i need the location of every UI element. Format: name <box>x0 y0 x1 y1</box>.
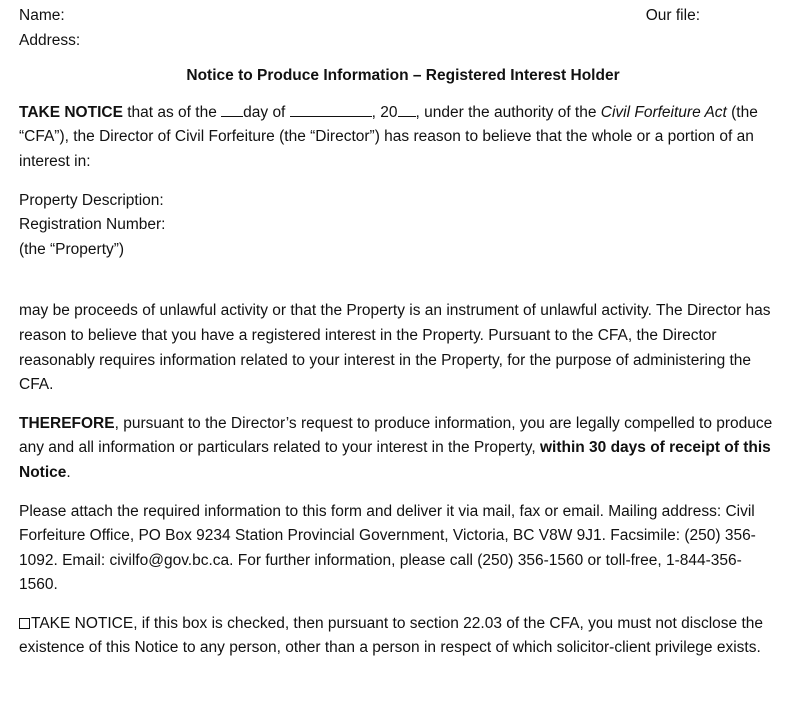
year-blank[interactable] <box>398 102 416 117</box>
header-row <box>19 4 779 53</box>
therefore-lead: THEREFORE <box>19 414 115 432</box>
name-label: Name: <box>19 7 65 24</box>
property-description-label: Property Description: <box>19 191 164 209</box>
nondisclosure-checkbox[interactable] <box>19 618 30 629</box>
property-defined-term: (the “Property”) <box>19 240 125 258</box>
recipient-block <box>19 4 80 53</box>
unlawful-activity-paragraph: may be proceeds of unlawful activity or that the Property is an instrument of unlawful activity. The Director has reason to believe that you have a registered interest in the Property. Pursuant to the CFA, the Director reasonably requires information related to your interest in the Property, for the purpose of administering the CFA. <box>19 302 771 394</box>
therefore-paragraph: THEREFORE, pursuant to the Director’s request to produce information, you are legally compelled to produce any and all information or particulars related to your interest in the Property, within 30 days of receipt of this Notice. <box>19 414 773 481</box>
registration-number-label: Registration Number: <box>19 216 166 234</box>
notice-document <box>19 4 779 661</box>
month-blank[interactable] <box>290 102 372 117</box>
act-name: Civil Forfeiture Act <box>600 103 727 121</box>
property-block <box>19 189 779 263</box>
take-notice-paragraph: TAKE NOTICE that as of the day of , 20 , under the authority of the Civil Forfeiture Act (the “CFA”), the Director of Civil Forfeiture (the “Director”) has reason to believe that the whole or a portion of an interest in: <box>19 103 758 170</box>
day-blank[interactable] <box>221 102 243 117</box>
address-label: Address: <box>19 31 81 49</box>
nondisclosure-paragraph <box>19 612 779 661</box>
nondisclosure-text: TAKE NOTICE, if this box is checked, then pursuant to section 22.03 of the CFA, you must not disclose the existence of this Notice to any person, other than a person in respect of which solicitor-client privilege exists. <box>19 614 764 657</box>
take-notice-lead: TAKE NOTICE <box>19 103 123 121</box>
deadline-text: within 30 days of receipt of this Notice <box>19 439 771 481</box>
our-file-label: Our file: <box>645 7 700 24</box>
document-title: Notice to Produce Information – Registered Interest Holder <box>186 67 620 85</box>
delivery-instructions-paragraph: Please attach the required information to this form and deliver it via mail, fax or email. Mailing address: Civil Forfeiture Office, PO Box 9234 Station Provincial Government, Victoria, BC V8W 9J1. Facsimile: (250) 356-1092. Email: civilfo@gov.bc.ca. For further information, please call (250) 356-1560 or toll-free, 1-844-356-1560. <box>19 502 756 594</box>
